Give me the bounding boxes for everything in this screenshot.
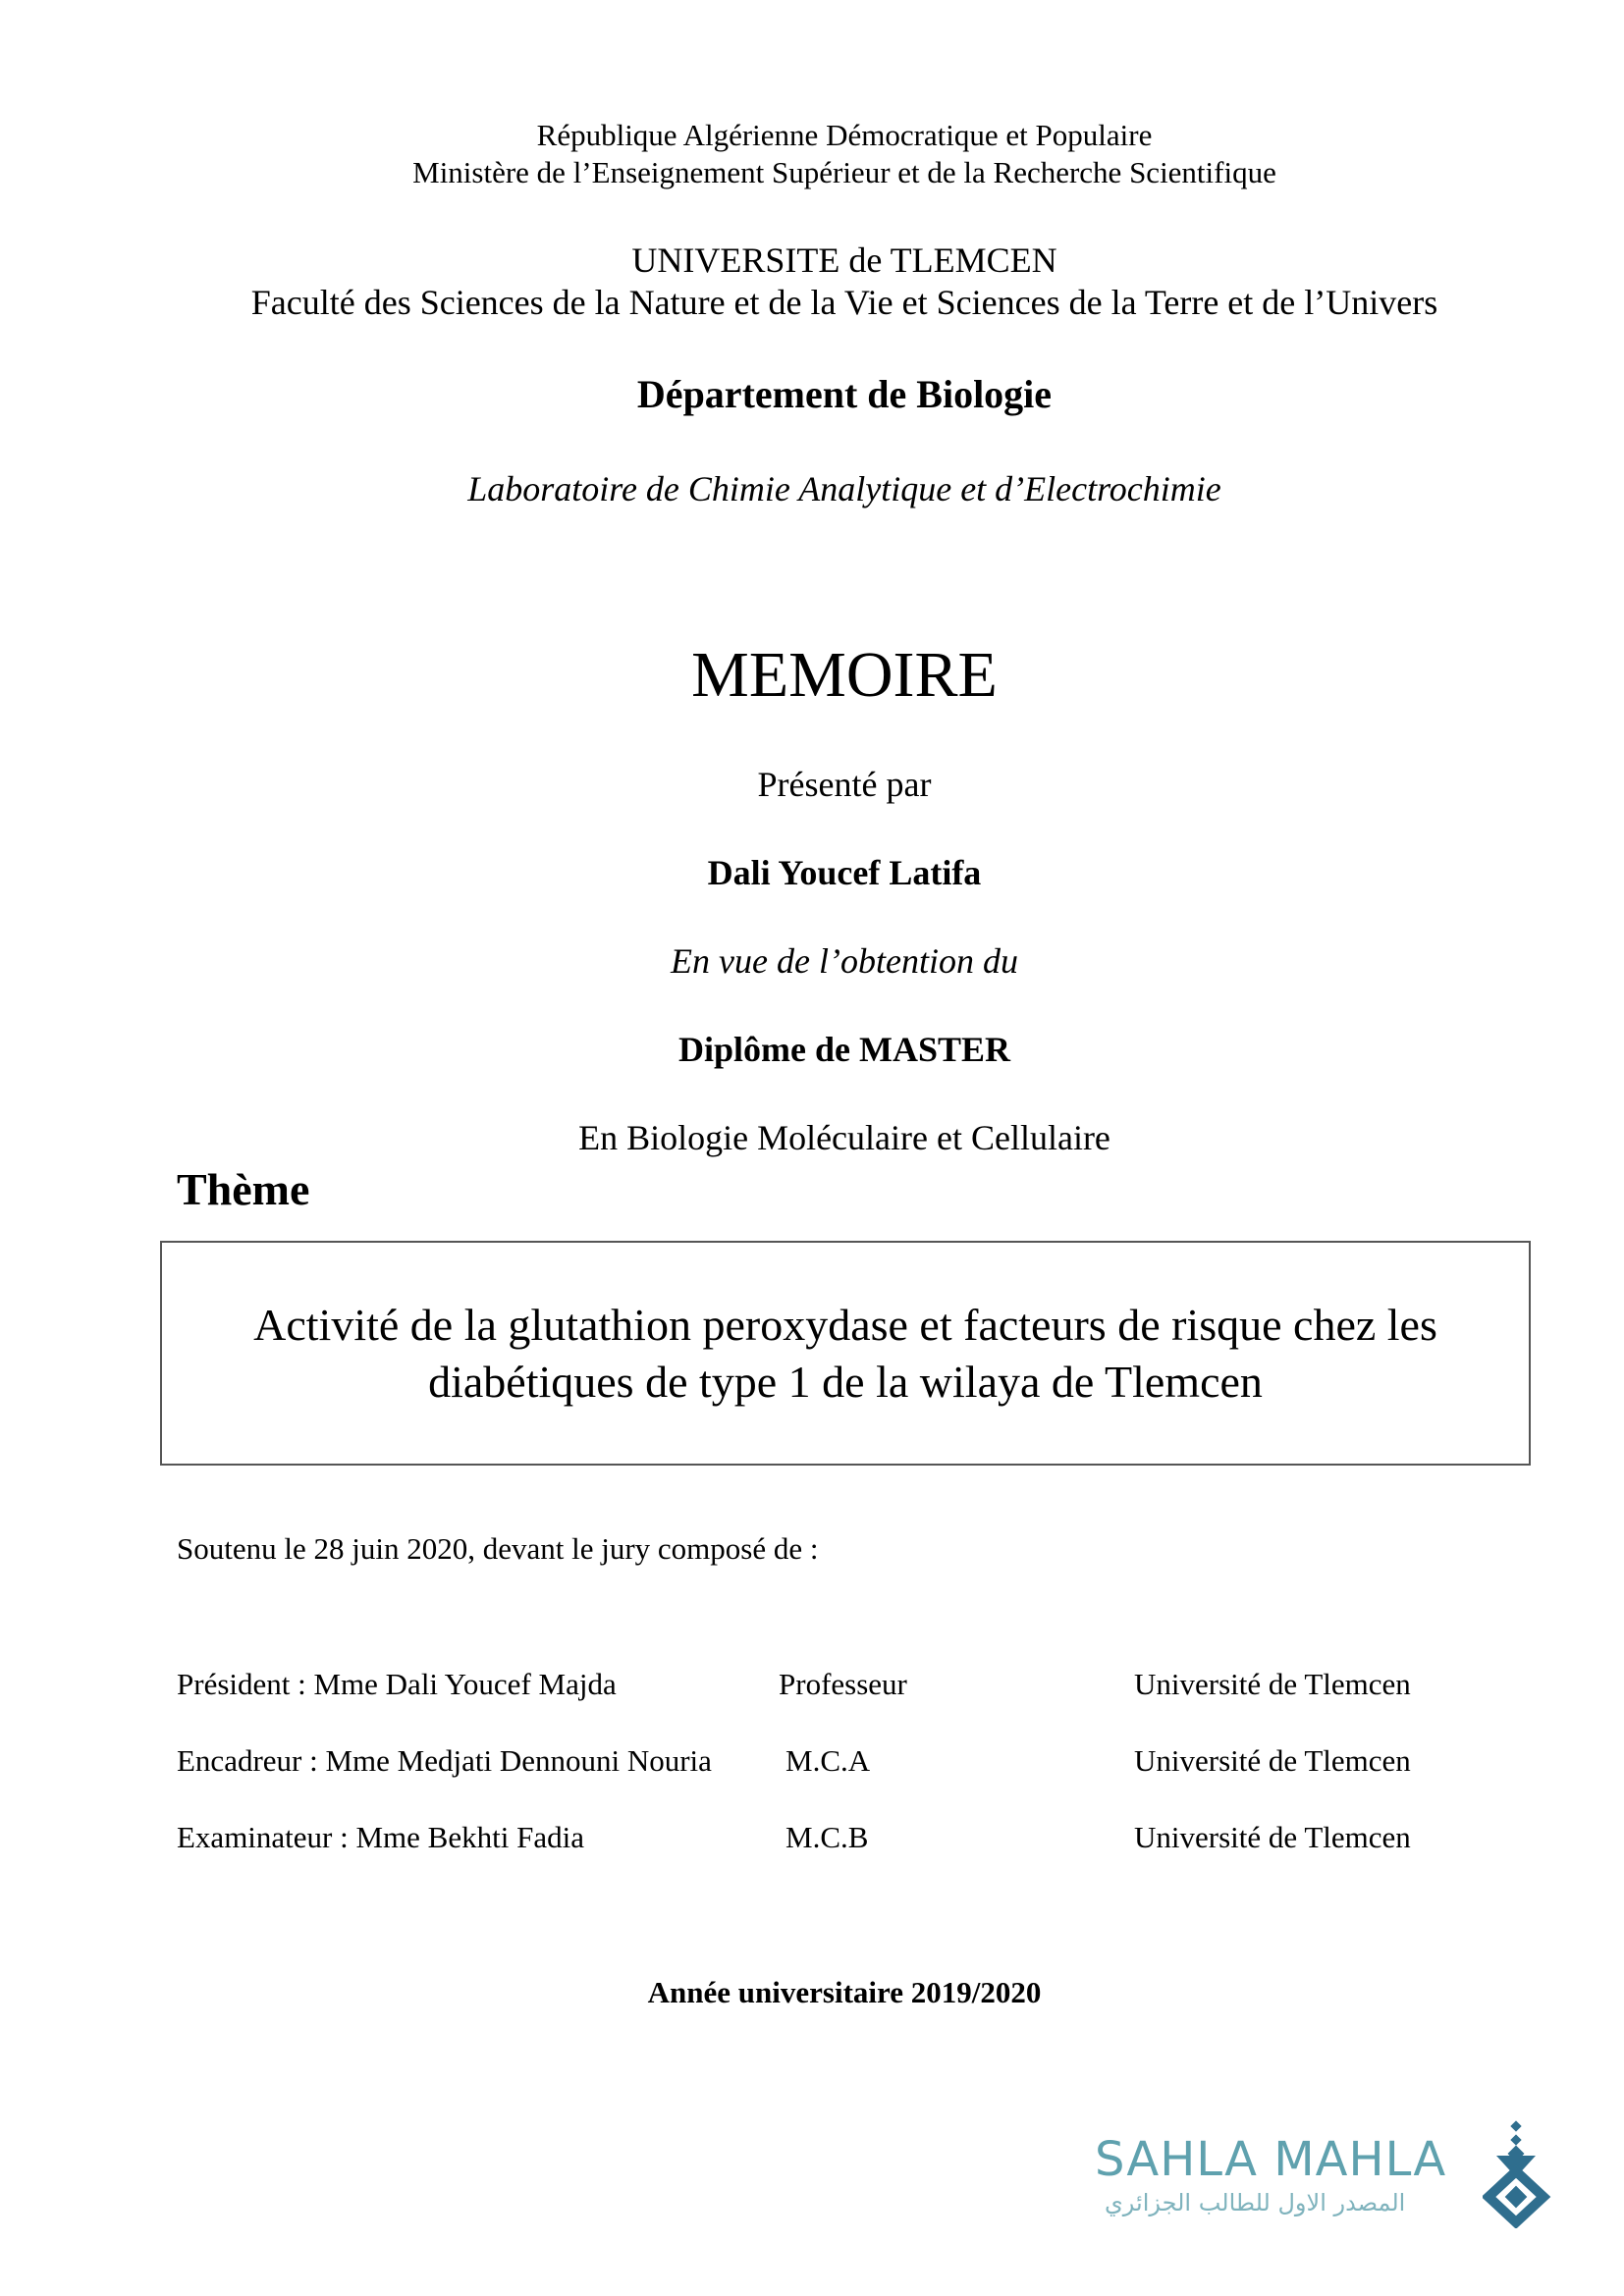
jury-grade: M.C.A [785, 1743, 871, 1778]
jury-institution: Université de Tlemcen [1134, 1820, 1411, 1854]
ministry-line: Ministère de l’Enseignement Supérieur et de la Recherche Scientifique [412, 155, 1276, 189]
diploma-name: Diplôme de MASTER [677, 1030, 1010, 1069]
jury-role-name: Président : Mme Dali Youcef Majda [177, 1667, 617, 1701]
laboratory-name: Laboratoire de Chimie Analytique et d’Electrochimie [467, 469, 1221, 508]
jury-grade: Professeur [779, 1667, 907, 1701]
sahla-mahla-watermark [1085, 2120, 1546, 2228]
jury-role-name: Encadreur : Mme Medjati Dennouni Nouria [177, 1743, 712, 1778]
jury-role-name: Examinateur : Mme Bekhti Fadia [177, 1820, 584, 1854]
defense-intro: Soutenu le 28 juin 2020, devant le jury composé de : [177, 1531, 819, 1566]
author-name: Dali Youcef Latifa [707, 853, 982, 892]
department-name: Département de Biologie [636, 372, 1053, 416]
theme-label: Thème [177, 1164, 310, 1214]
presented-by: Présenté par [757, 765, 932, 804]
faculty-name: Faculté des Sciences de la Nature et de la Vie et Sciences de la Terre et de l’Univers [250, 283, 1438, 322]
theme-title-line-1: Activité de la glutathion peroxydase et facteurs de risque chez les [253, 1299, 1437, 1350]
university-name: UNIVERSITE de TLEMCEN [631, 240, 1057, 280]
purpose-line: En vue de l’obtention du [671, 941, 1018, 981]
watermark-tagline: المصدر الاول للطالب الجزائري [1105, 2189, 1406, 2216]
theme-box [160, 1241, 1531, 1466]
academic-year: Année universitaire 2019/2020 [647, 1975, 1042, 2009]
document-type: MEMOIRE [691, 639, 998, 711]
specialty-line: En Biologie Moléculaire et Cellulaire [578, 1118, 1110, 1157]
watermark-brand: SAHLA MAHLA [1095, 2132, 1447, 2187]
theme-title-line-2: diabétiques de type 1 de la wilaya de Tlemcen [428, 1356, 1263, 1407]
jury-institution: Université de Tlemcen [1134, 1667, 1411, 1701]
jury-institution: Université de Tlemcen [1134, 1743, 1411, 1778]
calligraphy-logo-icon [1483, 2120, 1551, 2228]
republic-line: République Algérienne Démocratique et Populaire [536, 118, 1153, 152]
jury-grade: M.C.B [785, 1820, 869, 1854]
